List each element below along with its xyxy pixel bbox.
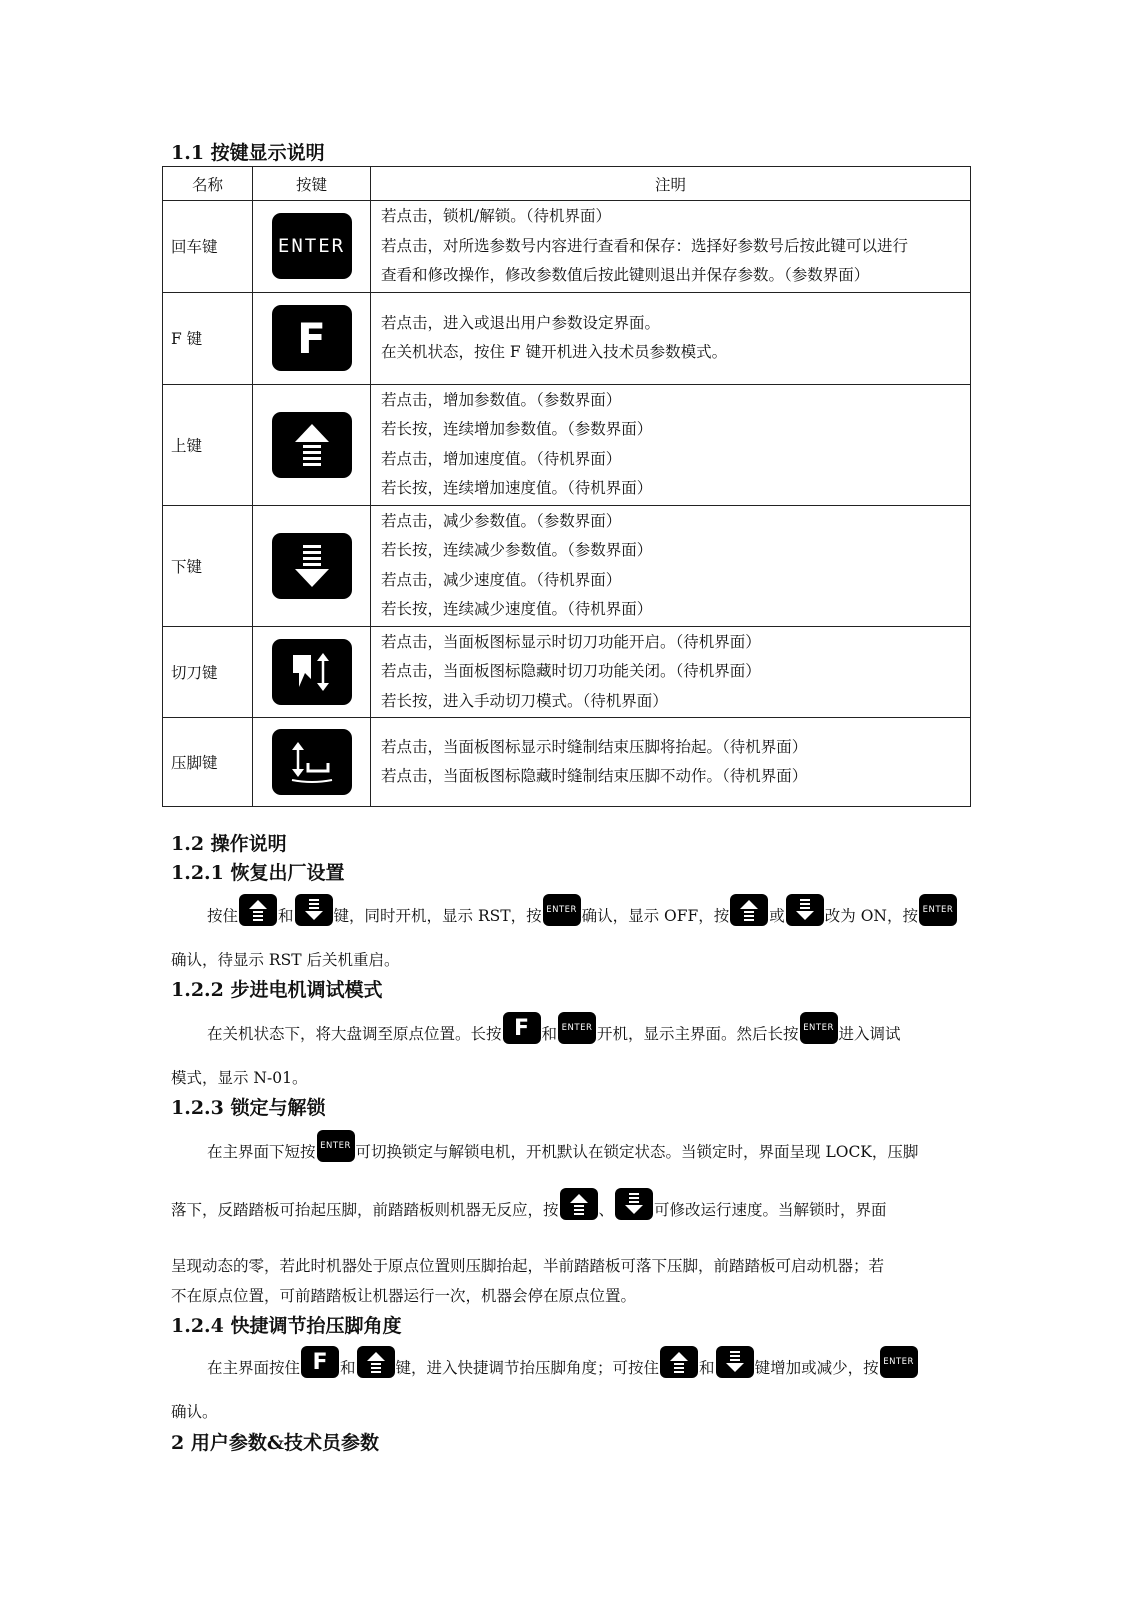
up-arrow-key-icon: [560, 1188, 598, 1220]
note-line: 若点击，对所选参数号内容进行查看和保存：选择好参数号后按此键可以进行: [381, 236, 909, 255]
header-name: 名称: [163, 167, 253, 201]
key-name: 下键: [163, 505, 253, 626]
f-key-icon: F: [503, 1012, 541, 1044]
text-line: 确认。: [171, 1403, 218, 1421]
note-line: 若点击，锁机/解锁。（待机界面）: [381, 207, 611, 225]
key-name: 回车键: [163, 201, 253, 293]
note-line: 若点击，当面板图标隐藏时切刀功能关闭。（待机界面）: [381, 662, 761, 680]
enter-key-icon: ENTER: [558, 1012, 596, 1044]
enter-key-icon: ENTER: [800, 1012, 838, 1044]
table-row: [163, 505, 971, 626]
note-line: 若点击，当面板图标显示时缝制结束压脚将抬起。（待机界面）: [381, 737, 808, 756]
note-line: 若长按，连续增加速度值。（待机界面）: [381, 479, 653, 497]
text-line: 确认，待显示 RST 后关机重启。: [171, 951, 400, 969]
table-row: [163, 626, 971, 718]
table-row: [163, 201, 971, 293]
section-heading-2: 2 用户参数&技术员参数: [171, 1432, 379, 1454]
key-name: 上键: [163, 384, 253, 505]
text-line: 不在原点位置，可前踏踏板让机器运行一次，机器会停在原点位置。: [171, 1287, 637, 1305]
note-line: 若点击，当面板图标隐藏时缝制结束压脚不动作。（待机界面）: [381, 767, 808, 785]
header-note: 注明: [371, 167, 971, 201]
table-row: [163, 718, 971, 807]
down-arrow-key-icon: [272, 533, 352, 599]
up-arrow-key-icon: [239, 894, 277, 926]
section-heading-1-2-1: 1.2.1 恢复出厂设置: [171, 862, 345, 884]
up-arrow-key-icon: [660, 1346, 698, 1378]
enter-key-icon: ENTER: [317, 1130, 355, 1162]
down-arrow-key-icon: [615, 1188, 653, 1220]
note-line: 若长按，进入手动切刀模式。（待机界面）: [381, 691, 668, 710]
f-key-icon: F: [272, 305, 352, 371]
note-line: 若点击，进入或退出用户参数设定界面。: [381, 313, 661, 332]
section-heading-1-2-2: 1.2.2 步进电机调试模式: [171, 979, 383, 1001]
key-description-table: [162, 166, 971, 807]
down-arrow-key-icon: [716, 1346, 754, 1378]
document-page: 1.1 按键显示说明 名称 按键 注明 回车键 ENTER 若点击，锁机/解锁。（待机界面） 若点击，对所选参数号内容进行查看和保存：选择好参数号后按此键可以进行 查看和修改操作，修改参数值后按此键则退出并保存参数。（参数界面） F 键 F 若点击，进入或退出用户参数设定界面。 在关机状态，按住 F 键开机进入技术员参数模式。 上键 若点击，增加参数值。（参数界面） 若长按，连续增加参数值。（参数界面） 若点击，增加速度值。（待机界面） 若长按，连续增加速度值。（待机界面） 下键 若点击，减少参数值。（参数界面） 若长按，连续减少参数值。（参数界面） 若点击，减少速度值。（待机界面） 若长按，连续减少速度值。（待机界面） 切刀键 若点击，当面板图标显示时切刀功能开启。（待机界面） 若点击，当面板图标隐藏时切刀功能关闭。（待机界面） 若长按，进入手动切刀模式。（待机界面） 压脚键 若点击，当面板图标显示时缝制结束压脚将抬起。（待机界面） 若点击，当面板图标隐藏时缝制结束压脚不动作。（待机界面） 1.2 操作说明 1.2.1 恢复出厂设置 按住 和 键，同时开机，显示 RST，按 ENTER 确认，显示 OFF，按 或 改为 ON，按 ENTER 确认，待显示 RST 后关机重启。 1.2.2 步进电机调试模式 在关机状态下，将大盘调至原点位置。长按 F 和 ENTER 开机，显示主界面。然后长按 ENTER 进入调试 模式，显示 N-01。 1.2.3 锁定与解锁 在主界面下短按 ENTER 可切换锁定与解锁电机，开机默认在锁定状态。当锁定时，界面呈现 LOCK，压脚 落下，反踏踏板可抬起压脚，前踏踏板则机器无反应，按 、 可修改运行速度。当解锁时，界面 呈现动态的零，若此时机器处于原点位置则压脚抬起，半前踏踏板可落下压脚，前踏踏板可启动机器；若 不在原点位置，可前踏踏板让机器运行一次，机器会停在原点位置。 1.2.4 快捷调节抬压脚角度 在主界面按住 F 和 键，进入快捷调节抬压脚角度；可按住 和 键增加或减少，按 ENTER 确认。 2 用户参数&技术员参数: [0, 0, 1131, 1600]
table-row: [163, 384, 971, 505]
enter-key-icon: ENTER: [272, 213, 352, 279]
trimmer-key-icon: [272, 639, 352, 705]
note-line: 若长按，连续增加参数值。（参数界面）: [381, 420, 653, 438]
section-heading-1-2-4: 1.2.4 快捷调节抬压脚角度: [171, 1315, 402, 1337]
section-heading-1-1: 1.1 按键显示说明: [171, 142, 325, 164]
key-name: 压脚键: [163, 718, 253, 807]
table-header-row: [163, 167, 971, 201]
up-arrow-key-icon: [730, 894, 768, 926]
section-heading-1-2: 1.2 操作说明: [171, 833, 287, 855]
key-name: F 键: [163, 292, 253, 384]
up-arrow-key-icon: [357, 1346, 395, 1378]
presser-foot-key-icon: [272, 729, 352, 795]
enter-key-icon: ENTER: [543, 894, 581, 926]
note-line: 若点击，减少速度值。（待机界面）: [381, 570, 622, 589]
table-row: [163, 292, 971, 384]
note-line: 在关机状态，按住 F 键开机进入技术员参数模式。: [381, 343, 728, 361]
down-arrow-key-icon: [295, 894, 333, 926]
down-arrow-key-icon: [786, 894, 824, 926]
section-heading-1-2-3: 1.2.3 锁定与解锁: [171, 1097, 326, 1119]
note-line: 若点击，当面板图标显示时切刀功能开启。（待机界面）: [381, 632, 761, 651]
note-line: 若点击，减少参数值。（参数界面）: [381, 511, 622, 530]
header-key: 按键: [253, 167, 371, 201]
text-line: 呈现动态的零，若此时机器处于原点位置则压脚抬起，半前踏踏板可落下压脚，前踏踏板可启动机器；若: [171, 1257, 885, 1275]
note-line: 若点击，增加参数值。（参数界面）: [381, 390, 622, 409]
enter-key-icon: ENTER: [919, 894, 957, 926]
key-name: 切刀键: [163, 626, 253, 718]
enter-key-icon: ENTER: [880, 1346, 918, 1378]
note-line: 若长按，连续减少参数值。（参数界面）: [381, 541, 653, 559]
up-arrow-key-icon: [272, 412, 352, 478]
note-line: 若点击，增加速度值。（待机界面）: [381, 449, 622, 468]
note-line: 查看和修改操作，修改参数值后按此键则退出并保存参数。（参数界面）: [381, 266, 870, 284]
f-key-icon: F: [301, 1346, 339, 1378]
note-line: 若长按，连续减少速度值。（待机界面）: [381, 600, 653, 618]
text-line: 模式，显示 N-01。: [171, 1069, 308, 1087]
